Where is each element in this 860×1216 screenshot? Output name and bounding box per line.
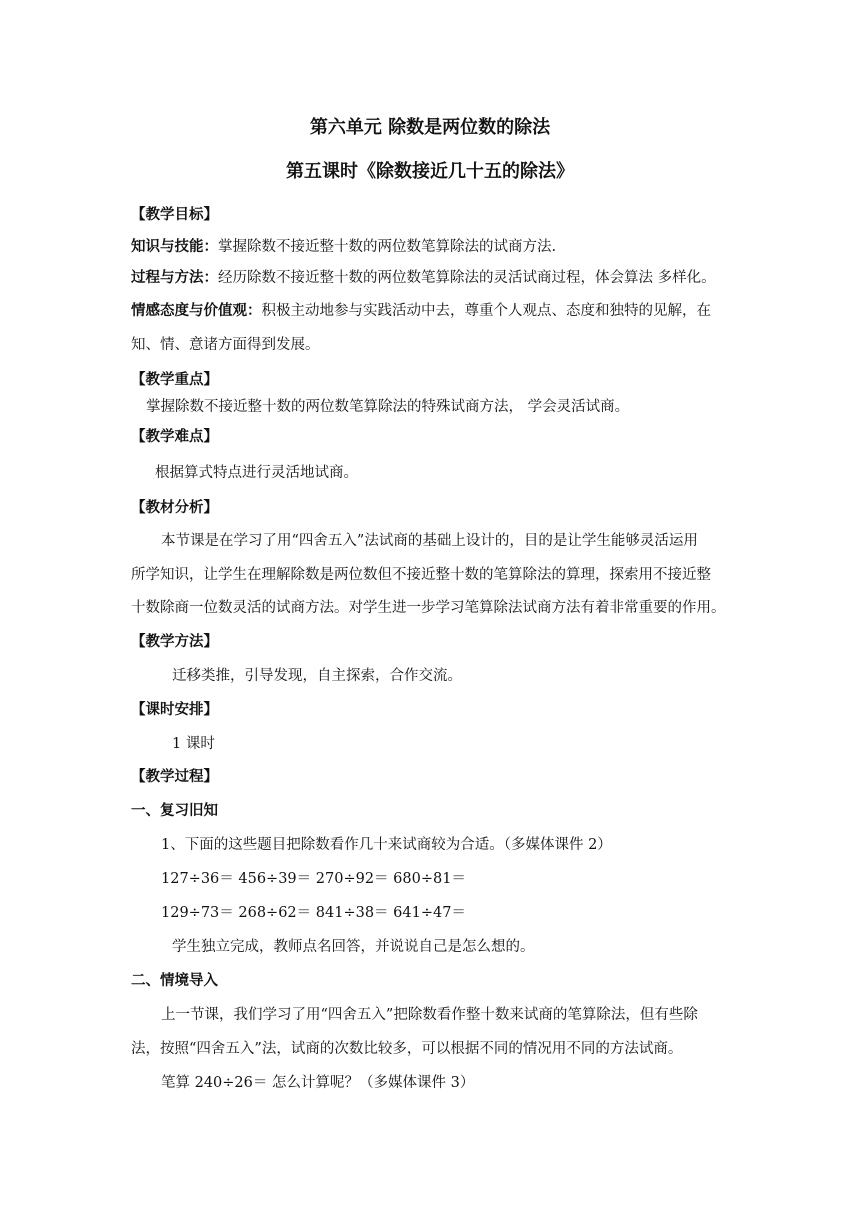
analysis-line-2: 所学知识，让学生在理解除数是两位数但不接近整十数的笔算除法的算理，探索用不接近整 — [131, 567, 711, 583]
difficulties-text: 根据算式特点进行灵活地试商。 — [155, 465, 358, 481]
difficulties-heading: 【教学难点】 — [131, 429, 218, 445]
analysis-heading: 【教材分析】 — [131, 500, 218, 516]
key-points-text: 掌握除数不接近整十数的两位数笔算除法的特殊试商方法， 学会灵活试商。 — [146, 399, 630, 415]
schedule-heading: 【课时安排】 — [131, 702, 218, 718]
methods-text: 迁移类推，引导发现，自主探索，合作交流。 — [172, 668, 462, 684]
objectives-heading: 【教学目标】 — [131, 207, 218, 223]
section-review-title: 一、复习旧知 — [131, 803, 218, 819]
knowledge-text: 掌握除数不接近整十数的两位数笔算除法的试商方法. — [218, 239, 557, 255]
review-equations-row-2: 129÷73＝ 268÷62＝ 841÷38＝ 641÷47＝ — [161, 905, 466, 921]
process-heading: 【教学过程】 — [131, 769, 218, 785]
knowledge-label: 知识与技能： — [131, 239, 218, 255]
emotion-line-continued: 知、情、意诸方面得到发展。 — [131, 337, 320, 353]
intro-line-2: 法，按照“四舍五入”法，试商的次数比较多，可以根据不同的情况用不同的方法试商。 — [131, 1041, 683, 1057]
section-intro-title: 二、情境导入 — [131, 973, 218, 989]
schedule-text: 1 课时 — [172, 736, 215, 752]
process-label: 过程与方法： — [131, 270, 218, 286]
emotion-line — [131, 301, 711, 321]
review-item-1: 1、下面的这些题目把除数看作几十来试商较为合适。（多媒体课件 2） — [161, 837, 612, 853]
emotion-text: 积极主动地参与实践活动中去，尊重个人观点、态度和独特的见解，在 — [261, 303, 711, 319]
process-method-line — [131, 268, 716, 288]
analysis-line-3: 十数除商一位数灵活的试商方法。对学生进一步学习笔算除法试商方法有着非常重要的作用。 — [131, 600, 726, 616]
lesson-title: 第五课时《除数接近几十五的除法》 — [286, 161, 574, 182]
review-equations-row-1: 127÷36＝ 456÷39＝ 270÷92＝ 680÷81＝ — [161, 871, 466, 887]
intro-calc-line: 笔算 240÷26＝ 怎么计算呢？（多媒体课件 3） — [161, 1075, 475, 1091]
emotion-label: 情感态度与价值观： — [131, 303, 262, 319]
analysis-line-1: 本节课是在学习了用“四舍五入”法试商的基础上设计的，目的是让学生能够灵活运用 — [161, 533, 698, 549]
review-note: 学生独立完成，教师点名回答，并说说自己是怎么想的。 — [172, 939, 535, 955]
key-points-heading: 【教学重点】 — [131, 372, 218, 388]
knowledge-skill-line — [131, 237, 556, 257]
unit-title: 第六单元 除数是两位数的除法 — [309, 117, 551, 138]
process-text: 经历除数不接近整十数的两位数笔算除法的灵活试商过程，体会算法 多样化。 — [218, 270, 716, 286]
methods-heading: 【教学方法】 — [131, 634, 218, 650]
intro-line-1: 上一节课，我们学习了用“四舍五入”把除数看作整十数来试商的笔算除法，但有些除 — [161, 1007, 698, 1023]
